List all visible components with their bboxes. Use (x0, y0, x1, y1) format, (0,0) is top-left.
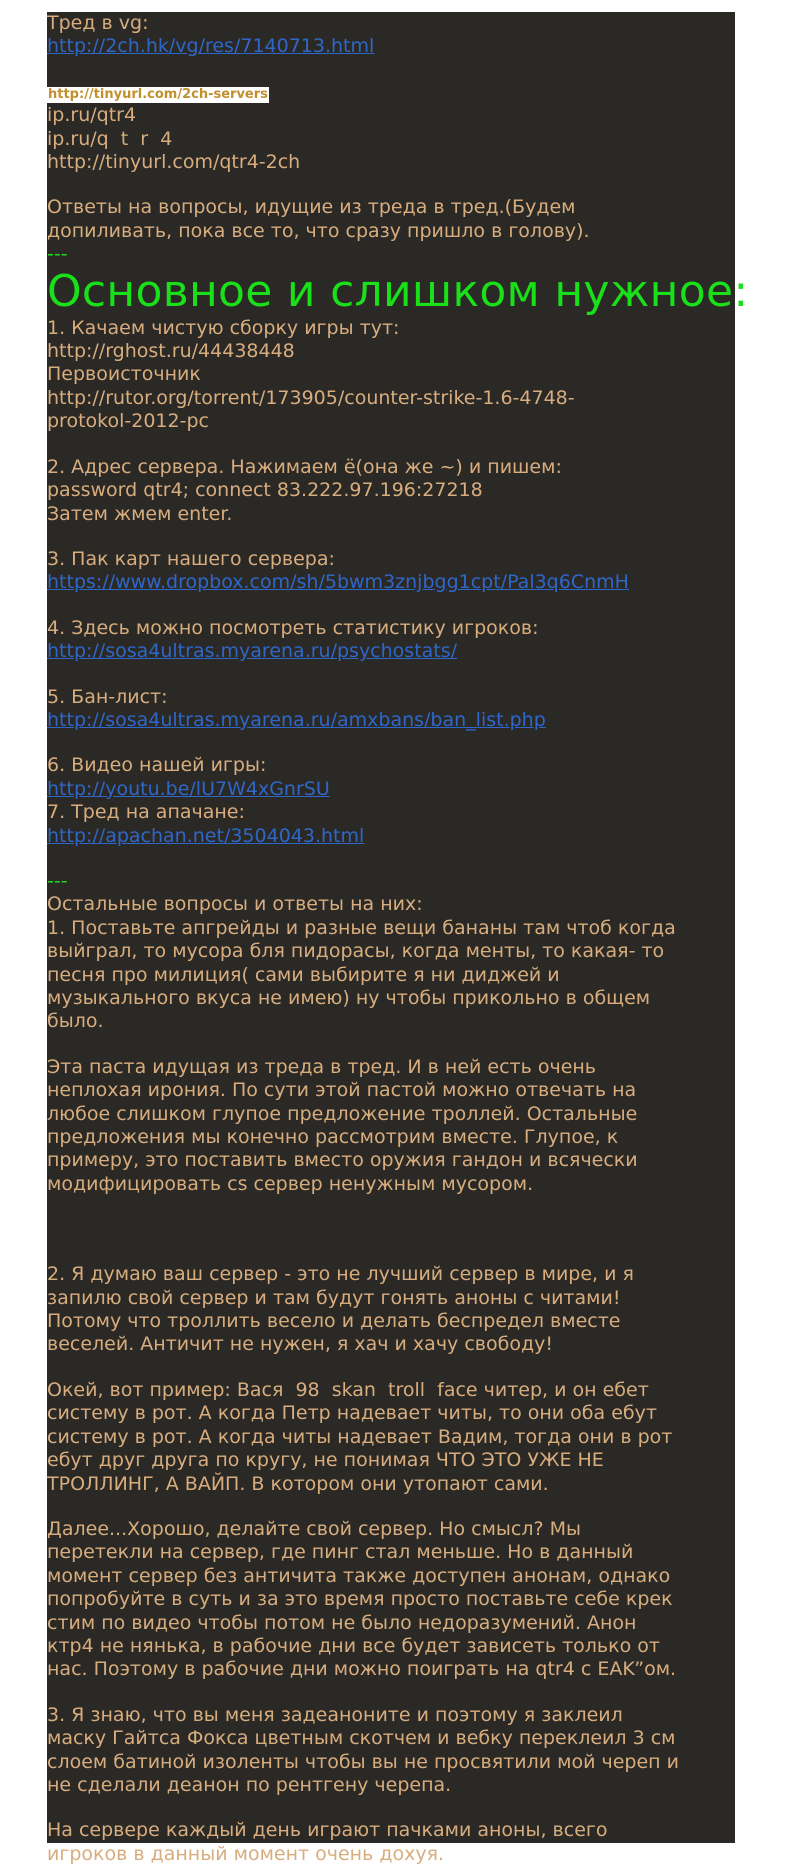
intro-line: допиливать, пока все то, что сразу пришло в голову). (47, 219, 590, 242)
faq-a2-continued: Далее...Хорошо, делайте свой сервер. Но смысл? Мы перетекли на сервер, где пинг стал меньше. Но в данный момент сервер без античита также доступен анонам, однако попробуйте в суть и за это время просто поставьте себе крек стим по видео чтобы потом не было недоразумений. Анон ктр4 не нянька, в рабочие дни все будет зависеть только от нас. Поэтому в рабочие дни можно поиграть на qtr4 с EAK”ом. (47, 1517, 677, 1681)
item-3-title: 3. Пак карт нашего сервера: (47, 547, 335, 570)
faq-q2: 2. Я думаю ваш сервер - это не лучший сервер в мире, и я запилю свой сервер и там будут гонять аноны с читами! Потому что троллить весело и делать беспредел вместе веселей. Античит не нужен, я хач и хачу свободу! (47, 1263, 634, 1356)
post-body (47, 12, 749, 1865)
thread-link[interactable]: http://2ch.hk/vg/res/7140713.html (47, 35, 375, 58)
separator: --- (47, 243, 68, 266)
item-2-title: 2. Адрес сервера. Нажимаем ё(она же ~) и пишем: (47, 455, 562, 478)
main-heading: Основное и слишком нужное: (47, 265, 749, 317)
item-2-enter: Затем жмем enter. (47, 502, 233, 525)
item-5-title: 5. Бан-лист: (47, 685, 168, 708)
item-5-link[interactable]: http://sosa4ultras.myarena.ru/amxbans/ban_list.php (47, 708, 546, 731)
item-2-command: password qtr4; connect 83.222.97.196:27218 (47, 479, 483, 502)
faq-a2: Окей, вот пример: Вася 98 skan troll face читер, и он ебет систему в рот. А когда Петр надевает читы, то они оба ебут систему в рот. А когда читы надевает Вадим, тогда они в рот ебут друг друга по кругу, не понимая ЧТО ЭТО УЖЕ НЕ ТРОЛЛИНГ, А ВАЙП. В котором они утопают сами. (47, 1378, 673, 1495)
item-1-rutor-cont: protokol-2012-pc (47, 410, 209, 433)
faq-q3: 3. Я знаю, что вы меня задеаноните и поэтому я заклеил маску Гайтса Фокса цветным скотчем и вебку переклеил 3 см слоем батиной изоленты чтобы вы не просвятили мой череп и не сделали деанон по рентгену черепа. (47, 1703, 679, 1796)
faq-a3: На сервере каждый день играют пачками аноны, всего игроков в данный момент очень дохуя. (47, 1819, 608, 1865)
item-7-link[interactable]: http://apachan.net/3504043.html (47, 824, 365, 847)
item-7-title: 7. Тред на апачане: (47, 801, 245, 824)
thread-label: Тред в vg: (47, 12, 149, 34)
item-1-rghost: http://rghost.ru/44438448 (47, 340, 295, 363)
separator: --- (47, 869, 68, 892)
spacer (47, 59, 735, 81)
faq-q1: 1. Поставьте апгрейды и разные вещи бананы там чтоб когда выйграл, то мусора бля пидорасы, когда менты, то какая- то песня про милиция( сами выбирите я ни диджей и музыкального вкуса не имею) ну чтобы прикольно в общем было. (47, 916, 676, 1033)
item-4-title: 4. Здесь можно посмотреть статистику игроков: (47, 616, 539, 639)
faq-title: Остальные вопросы и ответы на них: (47, 893, 423, 916)
item-6-title: 6. Видео нашей игры: (47, 754, 267, 777)
item-1-source-label: Первоисточник (47, 363, 201, 386)
server-address-1: ip.ru/qtr4 (47, 104, 137, 127)
item-6-link[interactable]: http://youtu.be/lU7W4xGnrSU (47, 777, 330, 800)
intro-line: Ответы на вопросы, идущие из треда в тред.(Будем (47, 196, 576, 219)
faq-a1: Эта паста идущая из треда в тред. И в ней есть очень неплохая ирония. По сути этой пастой можно отвечать на любое слишком глупое предложение троллей. Остальные предложения мы конечно рассмотрим вместе. Глупое, к примеру, это поставить вместо оружия гандон и всячески модифицировать cs сервер ненужным мусором. (47, 1055, 638, 1195)
item-1-rutor: http://rutor.org/torrent/173905/counter-strike-1.6-4748- (47, 386, 575, 409)
item-3-link[interactable]: https://www.dropbox.com/sh/5bwm3znjbgg1cpt/Pal3q6CnmH (47, 571, 629, 594)
servers-badge-link[interactable]: http://tinyurl.com/2ch-servers (48, 86, 268, 102)
server-address-3: http://tinyurl.com/qtr4-2ch (47, 151, 301, 174)
item-1-title: 1. Качаем чистую сборку игры тут: (47, 316, 400, 339)
item-4-link[interactable]: http://sosa4ultras.myarena.ru/psychostats/ (47, 640, 458, 663)
server-address-2: ip.ru/q t r 4 (47, 127, 173, 150)
